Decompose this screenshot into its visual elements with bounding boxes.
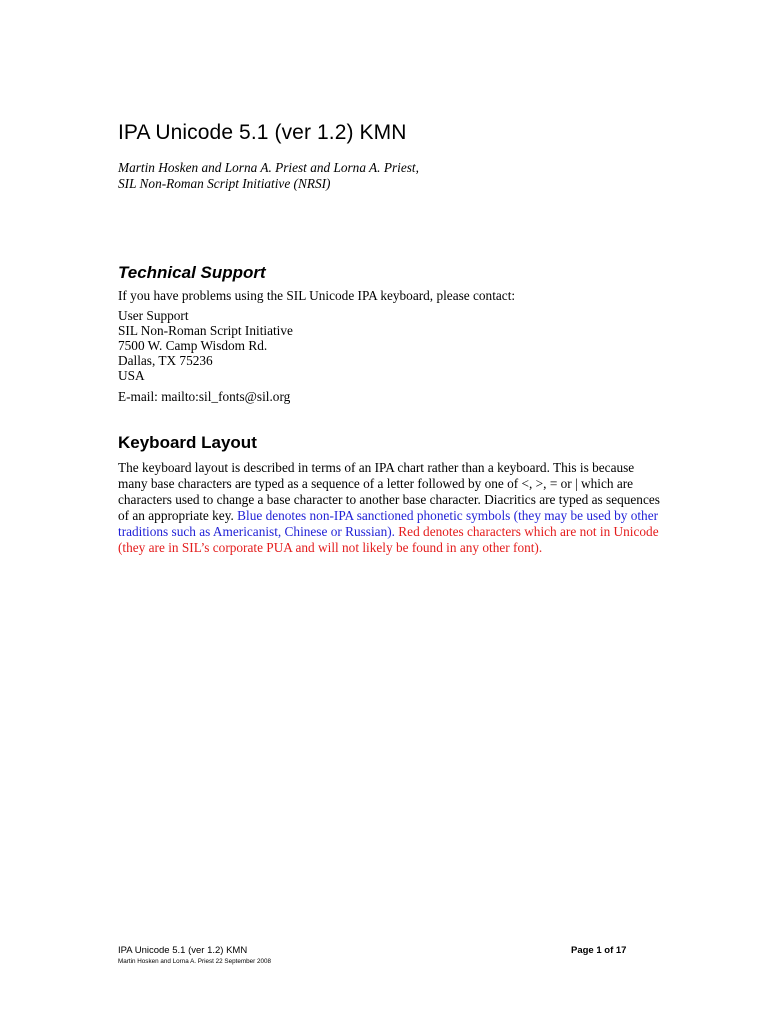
support-email-link[interactable]: E-mail: mailto:sil_fonts@sil.org [118,389,291,404]
address-line: USA [118,368,145,383]
address-line: 7500 W. Camp Wisdom Rd. [118,338,268,353]
authors-block [118,160,419,192]
blue-text-run: Blue denotes non-IPA sanctioned phonetic symbols (they may be used by other [237,508,659,523]
text-run: The keyboard layout is described in terms of an IPA chart rather than a keyboard. This is because [118,460,635,475]
blue-text-run: traditions such as Americanist, Chinese or Russian). [118,524,395,539]
paragraph-line [118,540,652,556]
text-run: of an appropriate key. [118,508,238,523]
keyboard-layout-heading: Keyboard Layout [118,433,257,452]
paragraph-line [118,524,659,540]
document-title: IPA Unicode 5.1 (ver 1.2) KMN [118,121,407,144]
text-run: many base characters are typed as a sequence of a letter followed by one of <, >, = or | which are [118,476,634,491]
address-line: User Support [118,308,189,323]
address-line: Dallas, TX 75236 [118,353,213,368]
authors-line: Martin Hosken and Lorna A. Priest and Lorna A. Priest, [118,160,419,175]
text-run: characters used to change a base character to another base character. Diacritics are typed as sequences [118,492,660,507]
footer-page-number: Page 1 of 17 [571,945,627,956]
technical-support-heading: Technical Support [118,263,266,282]
support-address [118,308,293,383]
address-line: SIL Non-Roman Script Initiative [118,323,293,338]
keyboard-layout-paragraph [118,460,660,556]
authors-organization: SIL Non-Roman Script Initiative (NRSI) [118,176,331,191]
red-text-run: Red denotes characters which are not in Unicode [394,524,659,539]
footer-document-title: IPA Unicode 5.1 (ver 1.2) KMN [118,945,248,956]
red-text-run: (they are in SIL’s corporate PUA and will not likely be found in any other font). [118,540,543,555]
paragraph-line [118,492,660,508]
technical-support-intro: If you have problems using the SIL Unicode IPA keyboard, please contact: [118,288,516,303]
footer-authors-date: Martin Hosken and Lorna A. Priest 22 September 2008 [118,958,271,965]
paragraph-line [118,460,652,476]
paragraph-line [118,476,652,492]
paragraph-line [118,508,659,524]
